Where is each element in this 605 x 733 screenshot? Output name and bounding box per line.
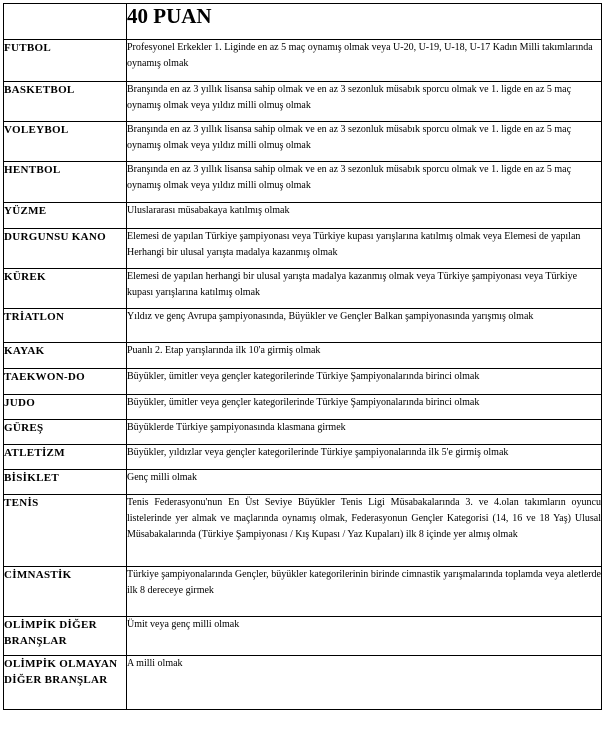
table-row [4,40,602,82]
branch-criteria: Yıldız ve genç Avrupa şampiyonasında, Büyükler ve Gençler Balkan şampiyonasında yarışmış olmak [127,309,602,343]
branch-criteria: Branşında en az 3 yıllık lisansa sahip olmak ve en az 3 sezonluk müsabık sporcu olmak ve 1. ligde en az 5 maç oynamış olmak veya yıldız milli olmuş olmak [127,82,602,122]
table-row [4,617,602,656]
table-row [4,420,602,445]
branch-criteria: Büyüklerde Türkiye şampiyonasında klasmana girmek [127,420,602,445]
table-row [4,395,602,420]
branch-name: OLİMPİK OLMAYAN DİĞER BRANŞLAR [4,656,127,710]
branch-criteria: Elemesi de yapılan Türkiye şampiyonası veya Türkiye kupası yarışlarına katılmış olmak veya Elemesi de yapılan Herhangi bir ulusal yarışta madalya kazanmış olmak [127,229,602,269]
table-row [4,203,602,229]
branch-criteria: Puanlı 2. Etap yarışlarında ilk 10'a girmiş olmak [127,343,602,369]
branch-criteria: Ümit veya genç milli olmak [127,617,602,656]
table-row [4,495,602,567]
branch-criteria: Genç milli olmak [127,470,602,495]
table-row [4,343,602,369]
table-row [4,369,602,395]
branch-name: ATLETİZM [4,445,127,470]
branch-criteria: Büyükler, ümitler veya gençler kategorilerinde Türkiye Şampiyonalarında birinci olmak [127,395,602,420]
branch-criteria: Branşında en az 3 yıllık lisansa sahip olmak ve en az 3 sezonluk müsabık sporcu olmak ve 1. ligde en az 5 maç oynamış olmak veya yıldız milli olmuş olmak [127,162,602,203]
branch-name: BİSİKLET [4,470,127,495]
branch-criteria: Branşında en az 3 yıllık lisansa sahip olmak ve en az 3 sezonluk müsabık sporcu olmak ve 1. ligde en az 5 maç oynamış olmak veya yıldız milli olmuş olmak [127,122,602,162]
points-table [3,3,602,710]
table-row [4,269,602,309]
branch-criteria: Türkiye şampiyonalarında Gençler, büyükler kategorilerinin birinde cimnastik yarışmalarında toplamda veya aletlerde ilk 8 dereceye girmek [127,567,602,617]
table-row [4,309,602,343]
table-row [4,122,602,162]
table-row [4,567,602,617]
branch-criteria: A milli olmak [127,656,602,710]
table-row [4,82,602,122]
branch-name: GÜREŞ [4,420,127,445]
branch-criteria: Uluslararası müsabakaya katılmış olmak [127,203,602,229]
table-row [4,445,602,470]
branch-name: CİMNASTİK [4,567,127,617]
table-header-row [4,4,602,40]
branch-name: YÜZME [4,203,127,229]
branch-name: BASKETBOL [4,82,127,122]
table-row [4,229,602,269]
branch-name: KÜREK [4,269,127,309]
branch-name: TRİATLON [4,309,127,343]
points-title: 40 PUAN [127,4,602,40]
branch-name: TENİS [4,495,127,567]
table-row [4,656,602,710]
table-row [4,470,602,495]
branch-name: OLİMPİK DİĞER BRANŞLAR [4,617,127,656]
branch-criteria: Büyükler, yıldızlar veya gençler kategorilerinde Türkiye şampiyonalarında ilk 5'e girmiş olmak [127,445,602,470]
branch-name: HENTBOL [4,162,127,203]
branch-name: JUDO [4,395,127,420]
branch-name: TAEKWON-DO [4,369,127,395]
branch-name: KAYAK [4,343,127,369]
table-row [4,162,602,203]
branch-criteria: Büyükler, ümitler veya gençler kategorilerinde Türkiye Şampiyonalarında birinci olmak [127,369,602,395]
branch-criteria: Tenis Federasyonu'nun En Üst Seviye Büyükler Tenis Ligi Müsabakalarında 3. ve 4.olan takımların oyuncu listelerinde yer almak ve maçlarında oynamış olmak, Federasyonun Gençler Kategorisi (14, 16 ve 18 Yaş) Ulusal Müsabakalarında (Türkiye Şampiyonası / Kış Kupası / Yaz Kupaları) ilk 8 içinde yer almış olmak [127,495,602,567]
branch-name: VOLEYBOL [4,122,127,162]
header-empty-cell [4,4,127,40]
branch-name: FUTBOL [4,40,127,82]
branch-criteria: Elemesi de yapılan herhangi bir ulusal yarışta madalya kazanmış olmak veya Türkiye şampiyonası veya Türkiye kupası yarışlarına katılmış olmak [127,269,602,309]
branch-name: DURGUNSU KANO [4,229,127,269]
branch-criteria: Profesyonel Erkekler 1. Liginde en az 5 maç oynamış olmak veya U-20, U-19, U-18, U-17 Kadın Milli takımlarında oynamış olmak [127,40,602,82]
